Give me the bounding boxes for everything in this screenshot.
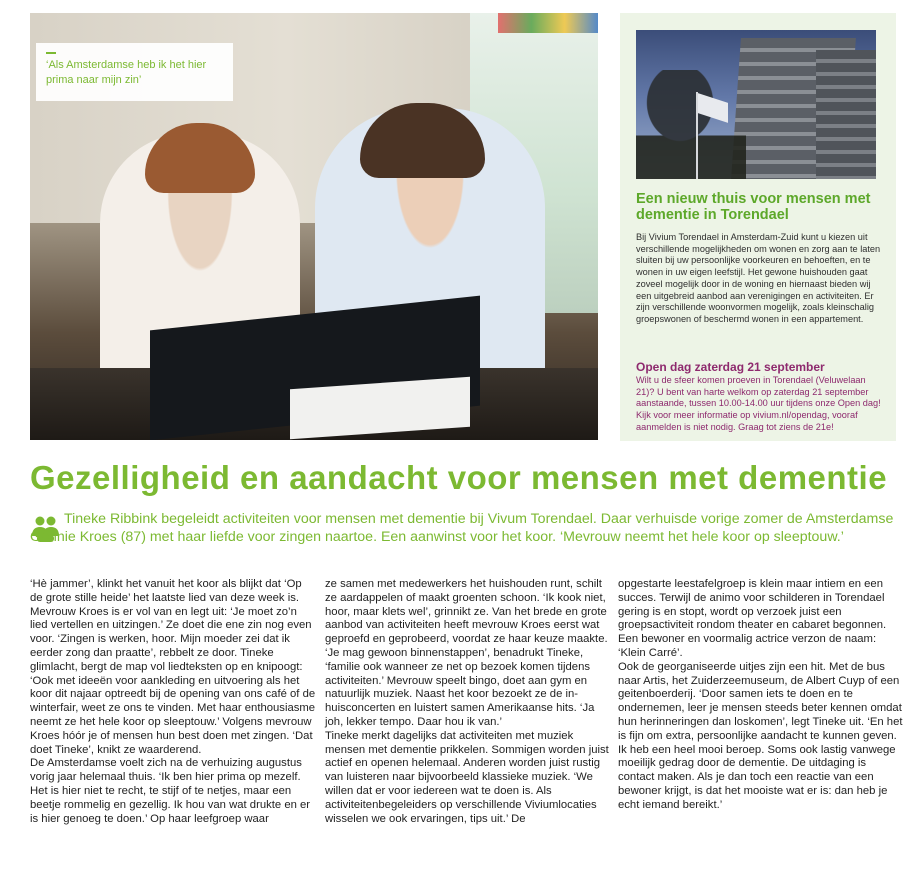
side-panel-body: Bij Vivium Torendael in Amsterdam-Zuid kunt u kiezen uit verschillende mogelijkheden om wonen en zorg aan te laten sluiten bij uw persoonlijke voorkeuren en behoeften, en te wonen in uw eigen leefstijl. Het gewone huishouden gaat zoveel mogelijk door in de woning en hiernaast bieden wij een uitgebreid aanbod aan verenigingen en activiteiten. Er zijn verschillende woonvormen mogelijk, zoals kleinschalig groepswonen of beschermd wonen in een appartement. bbox=[636, 232, 881, 324]
column-2-paragraph-2: Tineke merkt dagelijks dat activiteiten met muziek mensen met dementie prikkelen. Sommigen worden juist actief en openen helemaal. Anderen worden juist rustig van luisteren naar bijvoorbeeld klassieke muziek. ‘We willen dat er voor iedereen wat te doen is. Als activiteitenbegeleiders op verschillende Viviumlocaties wisselen we ook ervaringen, tips uit.’ De bbox=[325, 729, 609, 825]
article-column-1 bbox=[30, 578, 316, 826]
column-1-paragraph-2: De Amsterdamse voelt zich na de verhuizing augustus vorig jaar helemaal thuis. ‘Ik ben hier prima op mezelf. Het is hier niet te recht, te stijf of te netjes, maar een beetje rommelig en gezellig. Ik hou van wat drukte en er is hier genoeg te doen.’ Op haar leefgroep waar bbox=[30, 757, 311, 825]
building-photo bbox=[636, 30, 876, 179]
column-3-paragraph-1: opgestarte leestafelgroep is klein maar intiem en een succes. Terwijl de animo voor schilderen in Torendael gering is en stopt, wordt op verzoek juist een groepsactiviteit rondom theater en cabaret begonnen. Een bewoner en voormalig actrice verzon de naam: ‘Klein Carré’. bbox=[618, 578, 887, 659]
column-1-paragraph-1: ‘Hè jammer’, klinkt het vanuit het koor als blijkt dat ‘Op de grote stille heide’ het laatste lied van deze week is. Mevrouw Kroes is er vol van en legt uit: ‘Je moet zo’n lied vertellen en uitzingen.’ Ze doet die ene zin nog even voor. ‘Zingen is werken, hoor. Mijn moeder zei dat ik eerder zong dan praatte’, rebbelt ze door. Tineke glimlacht, bergt de map vol liedteksten op en knipoogt: ‘Ook met ideeën voor aankleding en uitvoering als het koor dit najaar optreedt bij de opening van ons café of de winterfair, weet ze ons te vinden. Met haar enthousiasme neemt ze het hele koor op sleeptouw.’ Volgens mevrouw Kroes hóór je of mensen hun best doen met zingen. ‘Dat doet Tineke’, knikt ze waarderend. bbox=[30, 578, 316, 756]
article-intro: Tineke Ribbink begeleidt activiteiten voor mensen met dementie bij Vivum Torendael. Daar verhuisde vorige zomer de Amsterdamse Gonnie Kroes (87) met haar liefde voor zingen naartoe. Een aanwinst voor het koor. ‘Mevrouw neemt het hele koor op sleeptouw.’ bbox=[30, 511, 894, 545]
article-column-2 bbox=[325, 578, 611, 826]
photo-banner bbox=[498, 13, 598, 33]
building-tree bbox=[636, 70, 746, 179]
open-day-text: Wilt u de sfeer komen proeven in Torendael (Veluwelaan 21)? U bent van harte welkom op zaterdag 21 september aanstaande, tussen 10.00-14.00 uur tijdens onze Open dag! Kijk voor meer informatie op vivium.nl/opendag, vooraf aanmelden is niet nodig. Graag tot ziens de 21e! bbox=[636, 375, 881, 432]
open-day-title: Open dag zaterdag 21 september bbox=[636, 360, 825, 374]
column-3-paragraph-2: Ook de georganiseerde uitjes zijn een hit. Met de bus naar Artis, het Zuiderzeemuseum, de Albert Cuyp of een geitenboerderij. ‘Door samen iets te doen en te ondernemen, leer je mensen steeds beter kennen omdat hun herinneringen dan loskomen’, legt Tineke uit. ‘En het is fijn om extra, persoonlijke aandacht te kunnen geven. Ik heb een heel mooi beroep. Soms ook lastig vanwege moeilijk gedrag door de dementie. De uitdaging is contact maken. Als je dan toch een reactie van een bewoner krijgt, is dat het mooiste wat er is: dan heb je echt iemand bereikt.’ bbox=[618, 660, 903, 811]
photo-quote-box bbox=[36, 43, 233, 101]
column-2-paragraph-1: ze samen met medewerkers het huishouden runt, schilt ze aardappelen of maakt groenten schoon. ‘Ik kook niet, hoor, maar klets wel’, grinnikt ze. Van het brede en grote aanbod van activiteiten heeft mevrouw Kroes eerst wat geproefd en geprobeerd, voordat ze haar keuze maakte. ‘Je mag gewoon binnenstappen’, benadrukt Tineke, ‘familie ook wanneer ze net op bezoek komen tijdens activiteiten.’ Mevrouw speelt bingo, doet aan gym en natuurlijk muziek. Naast het koor bezoekt ze de in-huisconcerten en luistert samen Amerikaanse hits. ‘Ja joh, lekker tempo. Daar hou ik van.’ bbox=[325, 578, 608, 728]
article-column-3 bbox=[618, 578, 904, 813]
side-panel bbox=[620, 13, 896, 441]
building-wing bbox=[816, 50, 876, 179]
article-headline: Gezelligheid en aandacht voor mensen met dementie bbox=[30, 459, 888, 496]
side-panel-title: Een nieuw thuis voor mensen met dementie in Torendael bbox=[636, 191, 871, 223]
photo-quote: ‘Als Amsterdamse heb ik het hier prima naar mijn zin’ bbox=[46, 59, 207, 86]
quote-dash bbox=[46, 52, 56, 54]
